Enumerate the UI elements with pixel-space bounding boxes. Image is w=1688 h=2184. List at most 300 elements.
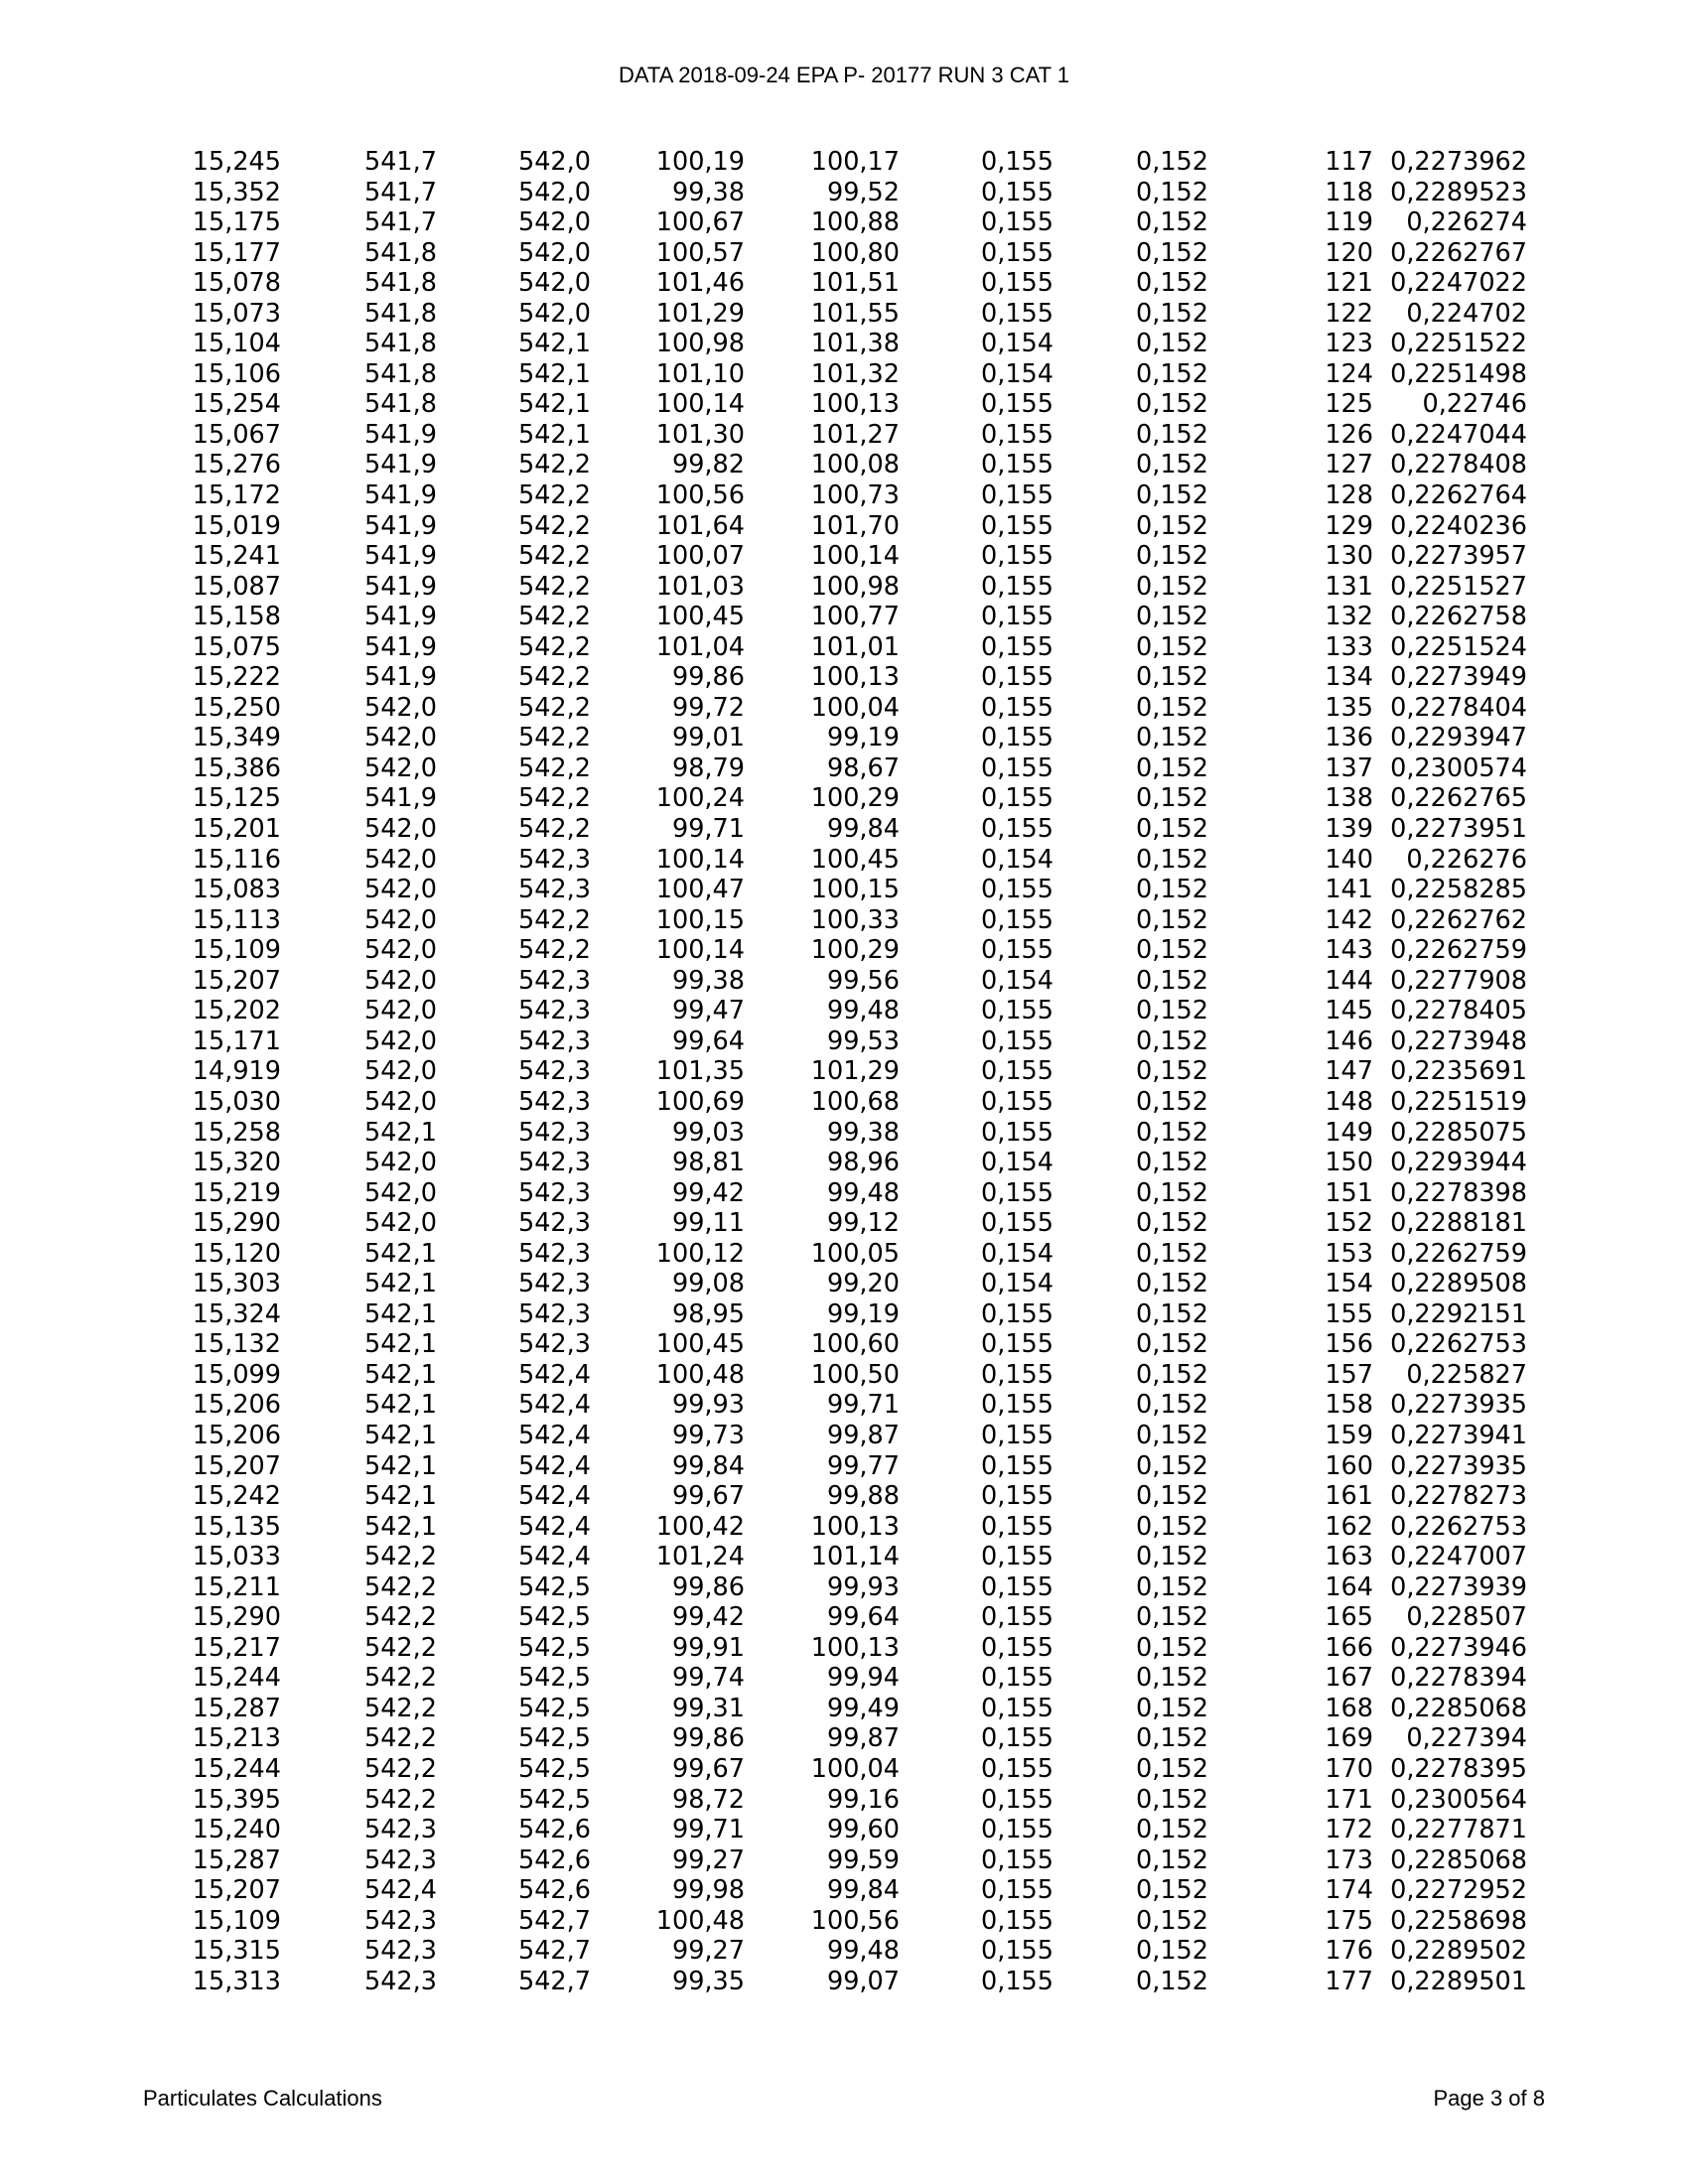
table-cell: 100,67 <box>655 207 745 238</box>
table-cell: 0,152 <box>1135 602 1208 632</box>
footer-page-number: Page 3 of 8 <box>1433 2086 1545 2111</box>
table-cell: 542,7 <box>517 1936 591 1967</box>
table-cell: 0,155 <box>980 1481 1054 1512</box>
table-cell: 542,7 <box>517 1905 591 1936</box>
table-cell: 101,46 <box>655 268 745 299</box>
table-cell: 99,38 <box>671 177 745 207</box>
table-cell: 0,2240236 <box>1390 510 1527 541</box>
table-cell: 0,2277908 <box>1390 965 1527 996</box>
table-cell: 99,52 <box>826 177 900 207</box>
table-cell: 99,27 <box>671 1844 745 1875</box>
table-cell: 99,48 <box>826 996 900 1026</box>
table-cell: 15,386 <box>192 752 281 783</box>
table-row <box>187 238 1527 269</box>
table-row <box>187 1481 1527 1512</box>
table-cell: 542,3 <box>517 1238 591 1269</box>
table-cell: 160 <box>1325 1450 1373 1481</box>
table-cell: 0,155 <box>980 904 1054 935</box>
table-cell: 120 <box>1325 237 1373 268</box>
table-cell: 0,2247007 <box>1390 1542 1527 1572</box>
table-cell: 542,0 <box>517 268 591 299</box>
table-cell: 0,2273962 <box>1390 147 1527 177</box>
table-cell: 100,48 <box>655 1359 745 1390</box>
table-cell: 99,19 <box>826 1298 900 1329</box>
table-cell: 0,152 <box>1135 1966 1208 1996</box>
table-cell: 0,152 <box>1135 1025 1208 1056</box>
table-cell: 0,152 <box>1135 1117 1208 1148</box>
table-cell: 100,56 <box>810 1905 900 1936</box>
table-cell: 0,2273941 <box>1390 1420 1527 1450</box>
table-row <box>187 1421 1527 1451</box>
table-cell: 15,244 <box>192 1753 281 1784</box>
table-cell: 15,106 <box>192 358 281 389</box>
table-cell: 541,8 <box>363 329 437 359</box>
table-cell: 100,14 <box>655 935 745 966</box>
table-cell: 542,3 <box>517 1208 591 1239</box>
table-cell: 98,79 <box>671 752 745 783</box>
table-cell: 0,152 <box>1135 1542 1208 1572</box>
table-cell: 0,155 <box>980 752 1054 783</box>
table-cell: 541,9 <box>363 631 437 662</box>
table-cell: 156 <box>1325 1329 1373 1360</box>
table-cell: 138 <box>1325 783 1373 814</box>
table-cell: 0,155 <box>980 723 1054 753</box>
table-cell: 0,2289501 <box>1390 1966 1527 1996</box>
table-cell: 99,74 <box>671 1663 745 1694</box>
table-cell: 542,0 <box>363 1177 437 1208</box>
table-cell: 15,120 <box>192 1238 281 1269</box>
table-cell: 542,4 <box>517 1390 591 1421</box>
table-cell: 101,29 <box>655 298 745 329</box>
table-cell: 542,0 <box>363 904 437 935</box>
table-cell: 0,152 <box>1135 752 1208 783</box>
table-cell: 0,155 <box>980 1844 1054 1875</box>
table-row <box>187 299 1527 330</box>
table-cell: 101,70 <box>810 510 900 541</box>
table-cell: 542,2 <box>517 450 591 480</box>
table-cell: 542,5 <box>517 1784 591 1815</box>
table-cell: 143 <box>1325 935 1373 966</box>
table-cell: 99,86 <box>671 1723 745 1754</box>
table-cell: 0,155 <box>980 1723 1054 1754</box>
table-row <box>187 1148 1527 1178</box>
table-cell: 119 <box>1325 207 1373 238</box>
table-cell: 541,9 <box>363 419 437 450</box>
table-cell: 0,152 <box>1135 1269 1208 1299</box>
table-cell: 542,3 <box>363 1844 437 1875</box>
table-cell: 542,3 <box>517 1269 591 1299</box>
table-cell: 98,67 <box>826 752 900 783</box>
table-cell: 128 <box>1325 480 1373 511</box>
table-row <box>187 389 1527 420</box>
table-row <box>187 1633 1527 1664</box>
table-cell: 130 <box>1325 541 1373 572</box>
table-row <box>187 1602 1527 1633</box>
table-cell: 542,3 <box>517 996 591 1026</box>
table-cell: 0,155 <box>980 1602 1054 1633</box>
table-cell: 0,152 <box>1135 147 1208 177</box>
table-cell: 0,154 <box>980 1269 1054 1299</box>
table-cell: 542,2 <box>363 1723 437 1754</box>
table-cell: 542,0 <box>517 177 591 207</box>
table-cell: 542,3 <box>517 965 591 996</box>
table-cell: 542,3 <box>517 1086 591 1117</box>
table-cell: 15,287 <box>192 1844 281 1875</box>
table-cell: 101,04 <box>655 631 745 662</box>
table-cell: 150 <box>1325 1148 1373 1178</box>
table-cell: 100,05 <box>810 1238 900 1269</box>
table-cell: 99,64 <box>671 1025 745 1056</box>
table-cell: 0,155 <box>980 480 1054 511</box>
table-cell: 0,2262765 <box>1390 783 1527 814</box>
table-cell: 99,42 <box>671 1177 745 1208</box>
table-cell: 0,152 <box>1135 662 1208 693</box>
table-cell: 542,1 <box>363 1117 437 1148</box>
table-cell: 0,2247044 <box>1390 419 1527 450</box>
table-cell: 15,109 <box>192 935 281 966</box>
table-cell: 542,2 <box>363 1784 437 1815</box>
table-cell: 0,152 <box>1135 177 1208 207</box>
table-cell: 0,155 <box>980 419 1054 450</box>
table-cell: 0,2273957 <box>1390 541 1527 572</box>
table-cell: 0,225827 <box>1406 1359 1527 1390</box>
table-cell: 541,8 <box>363 358 437 389</box>
table-cell: 542,0 <box>517 298 591 329</box>
table-cell: 100,45 <box>810 844 900 875</box>
table-row <box>187 1723 1527 1754</box>
table-cell: 0,152 <box>1135 1450 1208 1481</box>
table-cell: 144 <box>1325 965 1373 996</box>
table-cell: 0,228507 <box>1406 1602 1527 1633</box>
table-cell: 0,152 <box>1135 1298 1208 1329</box>
table-cell: 542,3 <box>517 1177 591 1208</box>
table-cell: 542,1 <box>517 358 591 389</box>
table-cell: 542,4 <box>363 1875 437 1906</box>
table-cell: 0,155 <box>980 631 1054 662</box>
table-cell: 101,38 <box>810 329 900 359</box>
table-cell: 542,5 <box>517 1753 591 1784</box>
table-cell: 0,152 <box>1135 571 1208 602</box>
table-cell: 173 <box>1325 1844 1373 1875</box>
table-cell: 15,320 <box>192 1148 281 1178</box>
table-cell: 542,5 <box>517 1663 591 1694</box>
table-cell: 100,98 <box>810 571 900 602</box>
table-cell: 136 <box>1325 723 1373 753</box>
table-row <box>187 935 1527 966</box>
table-cell: 542,0 <box>363 965 437 996</box>
table-cell: 15,073 <box>192 298 281 329</box>
table-cell: 99,71 <box>671 1815 745 1845</box>
table-cell: 163 <box>1325 1542 1373 1572</box>
table-cell: 100,13 <box>810 389 900 420</box>
table-cell: 142 <box>1325 904 1373 935</box>
table-cell: 541,7 <box>363 177 437 207</box>
table-cell: 100,04 <box>810 1753 900 1784</box>
table-cell: 99,48 <box>826 1936 900 1967</box>
table-cell: 100,13 <box>810 1632 900 1663</box>
table-cell: 0,155 <box>980 814 1054 845</box>
table-cell: 0,152 <box>1135 1511 1208 1542</box>
table-cell: 15,211 <box>192 1571 281 1602</box>
table-row <box>187 1087 1527 1118</box>
table-cell: 0,2251524 <box>1390 631 1527 662</box>
table-cell: 0,2262759 <box>1390 1238 1527 1269</box>
table-cell: 542,4 <box>517 1511 591 1542</box>
table-cell: 15,104 <box>192 329 281 359</box>
table-cell: 542,0 <box>363 1025 437 1056</box>
table-cell: 0,154 <box>980 1238 1054 1269</box>
table-cell: 172 <box>1325 1815 1373 1845</box>
table-cell: 155 <box>1325 1298 1373 1329</box>
table-cell: 100,15 <box>655 904 745 935</box>
table-cell: 99,84 <box>826 1875 900 1906</box>
table-cell: 15,067 <box>192 419 281 450</box>
table-row <box>187 632 1527 663</box>
table-cell: 0,152 <box>1135 1208 1208 1239</box>
table-cell: 0,152 <box>1135 237 1208 268</box>
table-cell: 100,57 <box>655 237 745 268</box>
table-cell: 15,116 <box>192 844 281 875</box>
table-cell: 542,1 <box>517 419 591 450</box>
table-row <box>187 1875 1527 1906</box>
table-cell: 101,32 <box>810 358 900 389</box>
table-cell: 100,47 <box>655 875 745 905</box>
table-cell: 15,087 <box>192 571 281 602</box>
table-cell: 100,98 <box>655 329 745 359</box>
table-cell: 99,87 <box>826 1420 900 1450</box>
table-cell: 99,82 <box>671 450 745 480</box>
table-cell: 15,207 <box>192 1450 281 1481</box>
table-cell: 0,155 <box>980 1632 1054 1663</box>
table-cell: 0,155 <box>980 996 1054 1026</box>
table-cell: 15,219 <box>192 1177 281 1208</box>
table-cell: 99,64 <box>826 1602 900 1633</box>
table-cell: 0,152 <box>1135 329 1208 359</box>
table-cell: 171 <box>1325 1784 1373 1815</box>
table-cell: 541,9 <box>363 480 437 511</box>
table-cell: 99,20 <box>826 1269 900 1299</box>
table-cell: 153 <box>1325 1238 1373 1269</box>
table-cell: 0,152 <box>1135 1086 1208 1117</box>
table-cell: 0,155 <box>980 1329 1054 1360</box>
table-cell: 99,84 <box>826 814 900 845</box>
table-cell: 0,152 <box>1135 1784 1208 1815</box>
table-cell: 0,2251522 <box>1390 329 1527 359</box>
table-cell: 164 <box>1325 1571 1373 1602</box>
table-cell: 0,226276 <box>1406 844 1527 875</box>
table-cell: 139 <box>1325 814 1373 845</box>
table-cell: 15,240 <box>192 1815 281 1845</box>
table-row <box>187 723 1527 753</box>
table-cell: 101,14 <box>810 1542 900 1572</box>
table-cell: 99,11 <box>671 1208 745 1239</box>
table-row <box>187 1451 1527 1482</box>
table-cell: 0,155 <box>980 1815 1054 1845</box>
table-row <box>187 1815 1527 1845</box>
table-cell: 15,250 <box>192 692 281 723</box>
table-cell: 542,3 <box>517 844 591 875</box>
table-row <box>187 783 1527 814</box>
table-cell: 0,155 <box>980 1875 1054 1906</box>
table-cell: 0,152 <box>1135 996 1208 1026</box>
table-cell: 0,152 <box>1135 510 1208 541</box>
table-cell: 100,24 <box>655 783 745 814</box>
table-cell: 541,9 <box>363 662 437 693</box>
table-cell: 542,1 <box>363 1269 437 1299</box>
table-cell: 0,2273939 <box>1390 1571 1527 1602</box>
table-cell: 542,2 <box>517 723 591 753</box>
table-row <box>187 662 1527 693</box>
table-cell: 176 <box>1325 1936 1373 1967</box>
table-cell: 148 <box>1325 1086 1373 1117</box>
table-cell: 0,2251527 <box>1390 571 1527 602</box>
table-cell: 101,03 <box>655 571 745 602</box>
table-cell: 542,4 <box>517 1450 591 1481</box>
table-cell: 0,155 <box>980 692 1054 723</box>
table-cell: 100,45 <box>655 1329 745 1360</box>
table-cell: 101,29 <box>810 1056 900 1087</box>
table-cell: 542,1 <box>363 1511 437 1542</box>
table-cell: 129 <box>1325 510 1373 541</box>
table-cell: 100,14 <box>810 541 900 572</box>
table-cell: 542,3 <box>363 1905 437 1936</box>
table-cell: 0,155 <box>980 571 1054 602</box>
table-cell: 0,152 <box>1135 1936 1208 1967</box>
table-cell: 100,45 <box>655 602 745 632</box>
table-cell: 15,207 <box>192 1875 281 1906</box>
table-cell: 98,95 <box>671 1298 745 1329</box>
table-cell: 15,254 <box>192 389 281 420</box>
table-cell: 0,155 <box>980 602 1054 632</box>
table-cell: 542,5 <box>517 1602 591 1633</box>
table-cell: 123 <box>1325 329 1373 359</box>
table-row <box>187 178 1527 208</box>
table-cell: 0,152 <box>1135 844 1208 875</box>
table-cell: 0,152 <box>1135 723 1208 753</box>
table-cell: 0,152 <box>1135 358 1208 389</box>
table-cell: 98,72 <box>671 1784 745 1815</box>
table-cell: 125 <box>1325 389 1373 420</box>
table-cell: 15,258 <box>192 1117 281 1148</box>
table-cell: 0,2278408 <box>1390 450 1527 480</box>
table-cell: 0,152 <box>1135 1693 1208 1723</box>
table-cell: 15,109 <box>192 1905 281 1936</box>
table-cell: 0,2262758 <box>1390 602 1527 632</box>
table-cell: 99,73 <box>671 1420 745 1450</box>
table-cell: 99,53 <box>826 1025 900 1056</box>
table-cell: 0,155 <box>980 450 1054 480</box>
table-cell: 99,86 <box>671 662 745 693</box>
table-cell: 117 <box>1325 147 1373 177</box>
table-cell: 99,71 <box>826 1390 900 1421</box>
table-cell: 0,2235691 <box>1390 1056 1527 1087</box>
table-row <box>187 1329 1527 1360</box>
table-cell: 542,5 <box>517 1723 591 1754</box>
table-cell: 542,0 <box>363 723 437 753</box>
table-cell: 15,083 <box>192 875 281 905</box>
table-cell: 542,1 <box>363 1420 437 1450</box>
table-cell: 99,03 <box>671 1117 745 1148</box>
table-cell: 542,0 <box>517 147 591 177</box>
table-cell: 0,152 <box>1135 875 1208 905</box>
table-cell: 157 <box>1325 1359 1373 1390</box>
table-cell: 0,152 <box>1135 268 1208 299</box>
table-cell: 541,8 <box>363 268 437 299</box>
table-cell: 15,202 <box>192 996 281 1026</box>
table-cell: 15,099 <box>192 1359 281 1390</box>
table-cell: 0,227394 <box>1406 1723 1527 1754</box>
table-cell: 159 <box>1325 1420 1373 1450</box>
table-cell: 0,2272952 <box>1390 1875 1527 1906</box>
table-row <box>187 1390 1527 1421</box>
table-cell: 0,155 <box>980 1420 1054 1450</box>
table-cell: 541,9 <box>363 571 437 602</box>
table-cell: 100,19 <box>655 147 745 177</box>
table-cell: 15,244 <box>192 1663 281 1694</box>
table-cell: 99,27 <box>671 1936 745 1967</box>
table-cell: 0,152 <box>1135 541 1208 572</box>
table-cell: 542,3 <box>363 1815 437 1845</box>
table-cell: 100,29 <box>810 783 900 814</box>
table-row <box>187 1178 1527 1209</box>
table-row <box>187 1056 1527 1087</box>
table-cell: 0,152 <box>1135 935 1208 966</box>
table-cell: 99,38 <box>826 1117 900 1148</box>
table-cell: 99,07 <box>826 1966 900 1996</box>
table-cell: 542,2 <box>517 571 591 602</box>
table-cell: 542,0 <box>363 1208 437 1239</box>
table-cell: 542,6 <box>517 1815 591 1845</box>
table-cell: 0,152 <box>1135 1753 1208 1784</box>
table-cell: 122 <box>1325 298 1373 329</box>
table-cell: 131 <box>1325 571 1373 602</box>
table-cell: 0,155 <box>980 1571 1054 1602</box>
table-row <box>187 996 1527 1026</box>
table-row <box>187 1906 1527 1937</box>
table-cell: 0,226274 <box>1406 207 1527 238</box>
table-cell: 99,19 <box>826 723 900 753</box>
table-cell: 145 <box>1325 996 1373 1026</box>
table-cell: 132 <box>1325 602 1373 632</box>
table-row <box>187 1694 1527 1724</box>
table-cell: 541,7 <box>363 207 437 238</box>
table-cell: 542,3 <box>363 1936 437 1967</box>
table-cell: 100,48 <box>655 1905 745 1936</box>
table-row <box>187 1754 1527 1785</box>
table-cell: 542,2 <box>517 541 591 572</box>
table-cell: 98,96 <box>826 1148 900 1178</box>
table-cell: 15,241 <box>192 541 281 572</box>
table-row <box>187 1663 1527 1694</box>
table-cell: 135 <box>1325 692 1373 723</box>
table-cell: 15,303 <box>192 1269 281 1299</box>
table-cell: 0,155 <box>980 1966 1054 1996</box>
table-cell: 101,51 <box>810 268 900 299</box>
table-cell: 100,08 <box>810 450 900 480</box>
table-cell: 542,2 <box>363 1663 437 1694</box>
table-cell: 542,0 <box>363 1056 437 1087</box>
table-cell: 100,12 <box>655 1238 745 1269</box>
table-cell: 542,2 <box>517 510 591 541</box>
table-cell: 0,154 <box>980 965 1054 996</box>
table-cell: 101,35 <box>655 1056 745 1087</box>
table-cell: 99,16 <box>826 1784 900 1815</box>
table-row <box>187 845 1527 876</box>
table-cell: 0,2273935 <box>1390 1390 1527 1421</box>
table-cell: 15,315 <box>192 1936 281 1967</box>
table-cell: 542,6 <box>517 1844 591 1875</box>
table-cell: 137 <box>1325 752 1373 783</box>
